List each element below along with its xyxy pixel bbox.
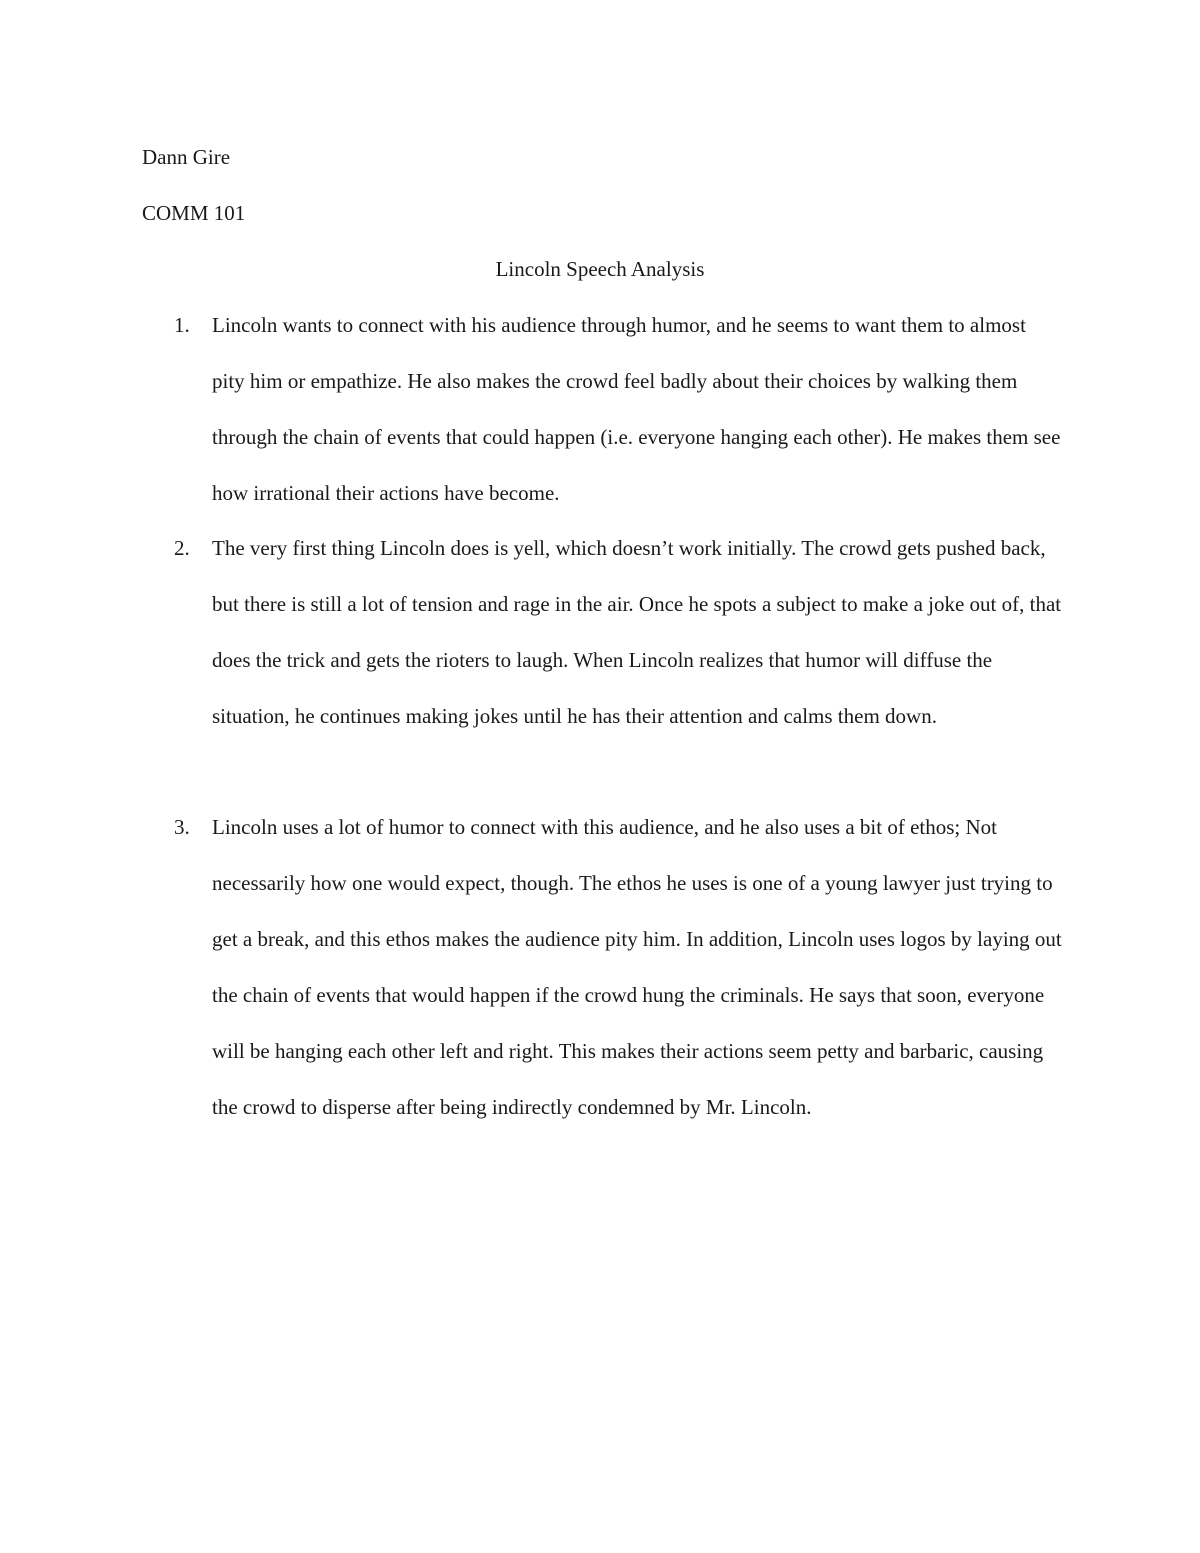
list-item-text: Lincoln uses a lot of humor to connect with this audience, and he also uses a bit of ethos; Not necessarily how one would expect, though. The ethos he uses is one of a young lawyer just trying to get a break, and this ethos makes the audience pity him. In addition, Lincoln uses logos by laying out the chain of events that would happen if the crowd hung the criminals. He says that soon, everyone will be hanging each other left and right. This makes their actions seem petty and barbaric, causing the crowd to disperse after being indirectly condemned by Mr. Lincoln. xyxy=(212,815,1062,1119)
list-item-number: 1. xyxy=(174,313,190,337)
list-item-text: The very first thing Lincoln does is yell, which doesn’t work initially. The crowd gets pushed back, but there is still a lot of tension and rage in the air. Once he spots a subject to make a joke out of, that does the trick and gets the rioters to laugh. When Lincoln realizes that humor will diffuse the situation, he continues making jokes until he has their attention and calms them down. xyxy=(212,536,1062,728)
list-item-number: 3. xyxy=(174,815,190,839)
page-title: Lincoln Speech Analysis xyxy=(495,257,705,281)
list-item-text: Lincoln wants to connect with his audience through humor, and he seems to want them to almost pity him or empathize. He also makes the crowd feel badly about their choices by walking them through the chain of events that could happen (i.e. everyone hanging each other). He makes them see how irrational their actions have become. xyxy=(212,313,1061,505)
list-item-number: 2. xyxy=(174,536,190,560)
course-code: COMM 101 xyxy=(142,201,246,225)
author-name: Dann Gire xyxy=(142,145,231,169)
